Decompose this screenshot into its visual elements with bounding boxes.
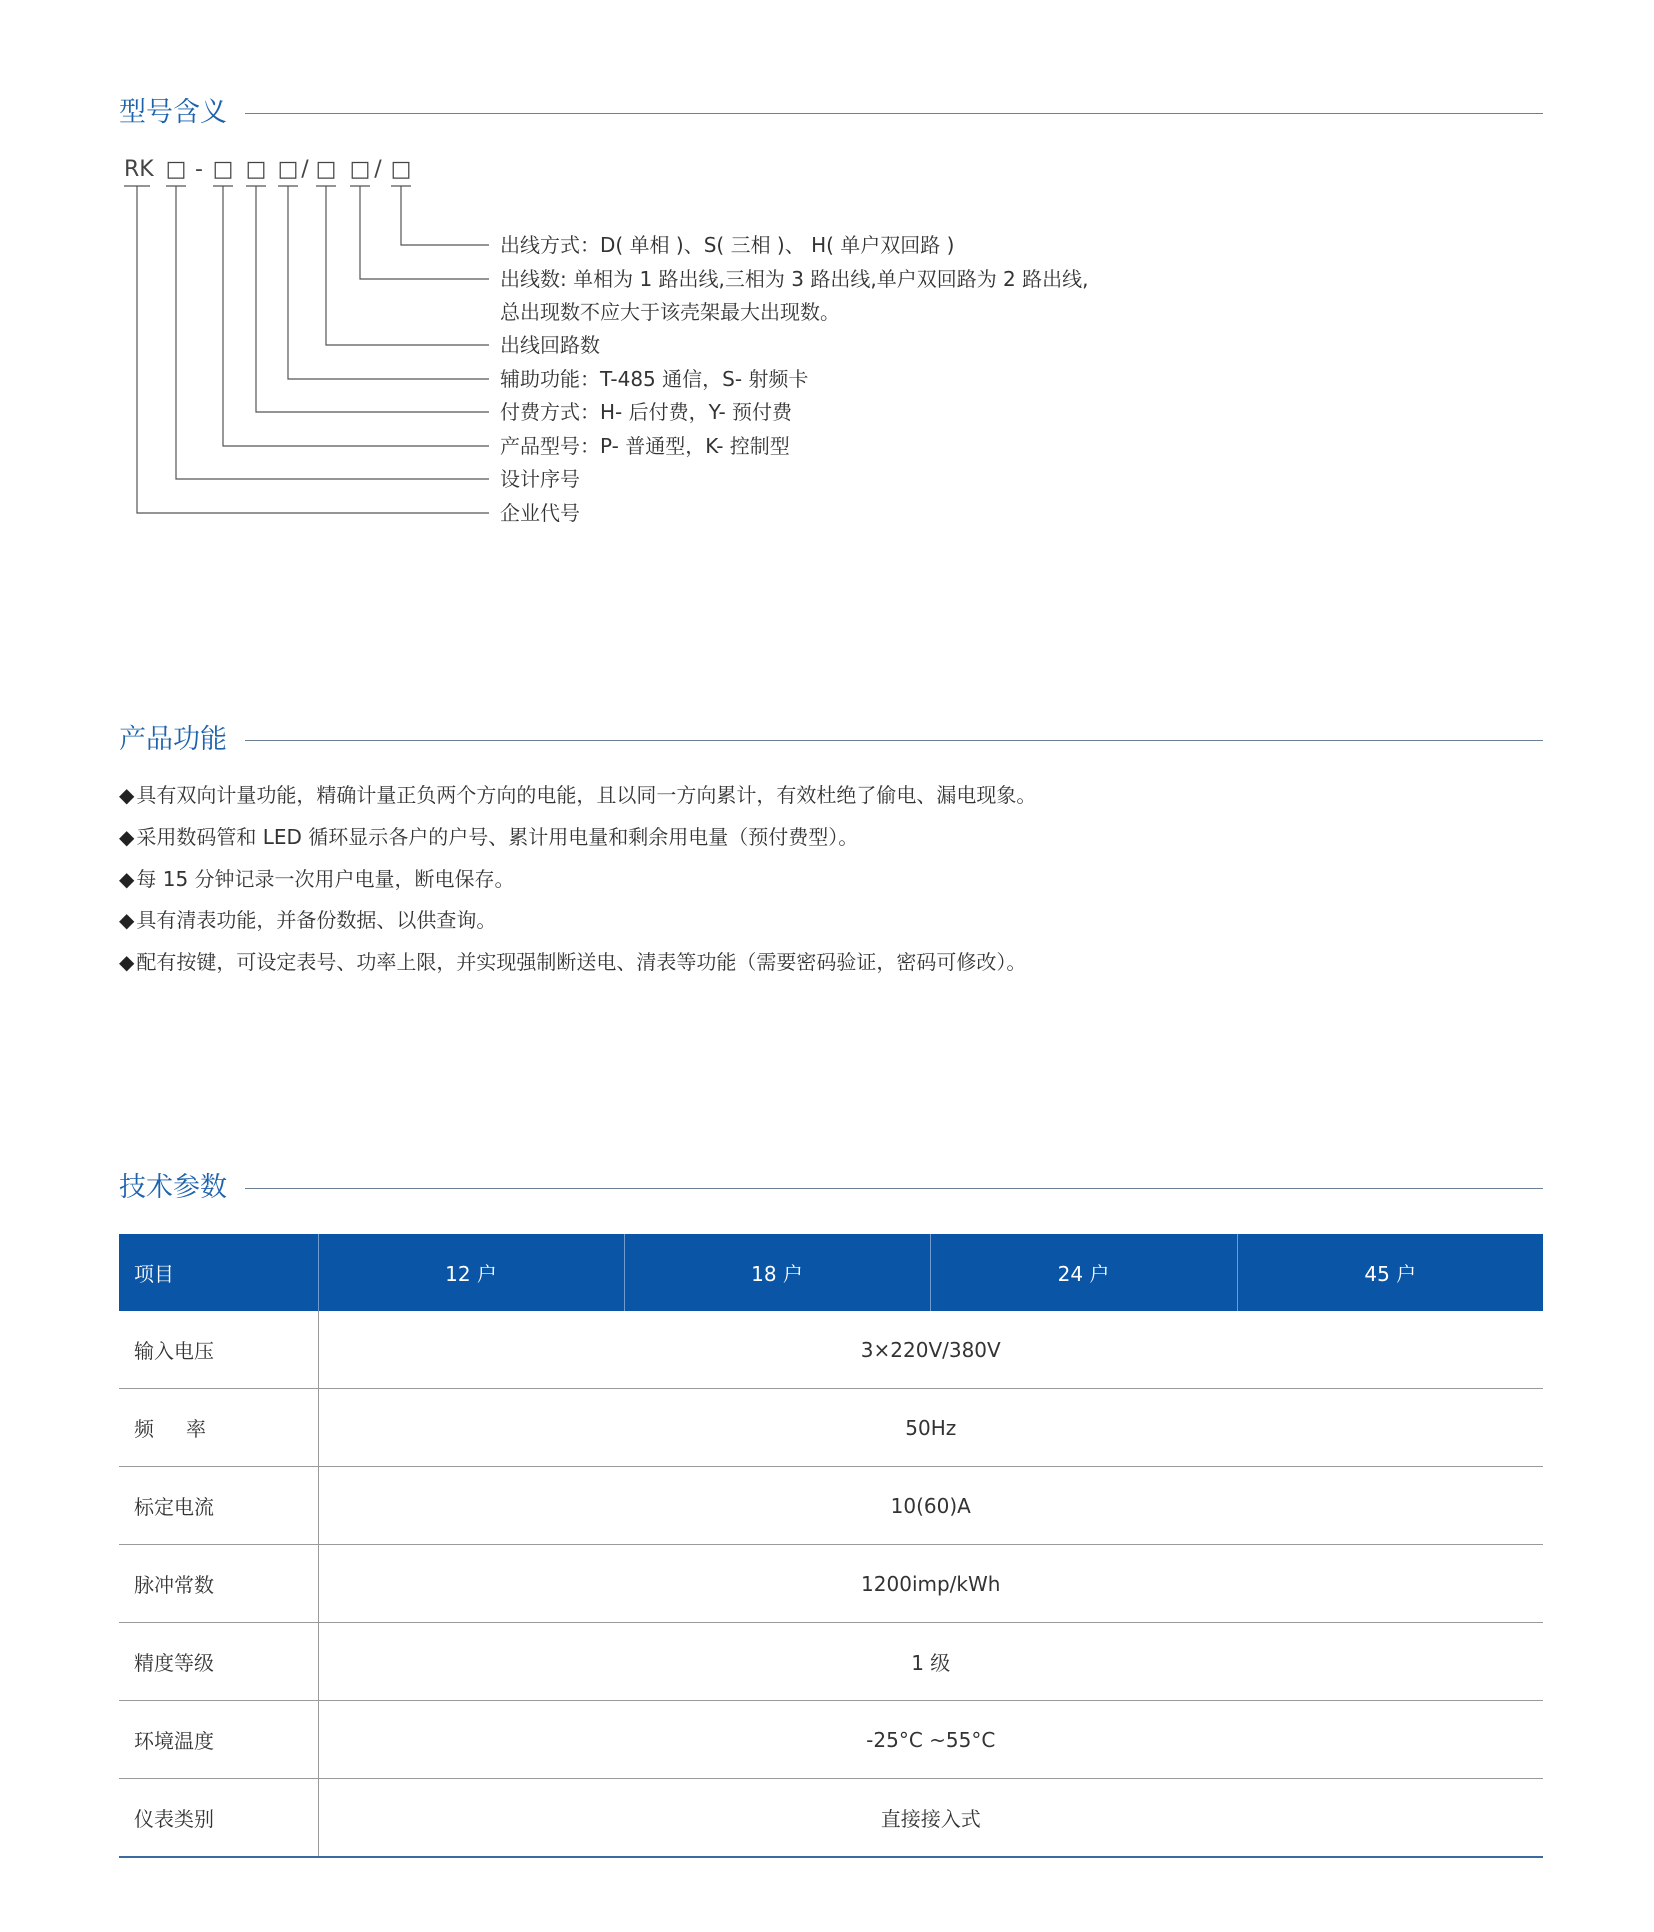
label-circuits: 出线回路数: [500, 333, 600, 357]
header-24-households: 24 户: [930, 1234, 1237, 1311]
diamond-bullet-icon: ◆: [119, 867, 135, 891]
label-enterprise-code: 企业代号: [500, 501, 580, 525]
function-text: 具有清表功能，并备份数据、以供查询。: [136, 908, 497, 932]
code-box-product-type: □: [212, 157, 234, 182]
header-18-households: 18 户: [624, 1234, 930, 1311]
row-value: 10(60)A: [318, 1467, 1543, 1545]
section-rule-model: [245, 113, 1543, 114]
table-row: [119, 1545, 1543, 1623]
code-box-design-no: □: [165, 157, 187, 182]
section-title-function: 产品功能: [119, 724, 227, 755]
function-item: [119, 782, 1036, 808]
label-payment: 付费方式：H- 后付费，Y- 预付费: [500, 400, 793, 424]
label-product-type: 产品型号：P- 普通型，K- 控制型: [500, 434, 790, 458]
connector-enterprise-code: [137, 186, 489, 513]
section-rule-function: [245, 740, 1543, 741]
specs-table: [119, 1234, 1543, 1858]
connector-aux-function: [288, 186, 489, 379]
code-box-aux-function: □: [277, 157, 299, 182]
header-45-households: 45 户: [1237, 1234, 1543, 1311]
table-row: [119, 1389, 1543, 1467]
header-item: 项目: [119, 1234, 318, 1311]
table-header-row: [119, 1234, 1543, 1311]
section-title-model: 型号含义: [119, 97, 227, 128]
table-row: [119, 1623, 1543, 1701]
function-item: [119, 949, 1026, 975]
table-row: [119, 1779, 1543, 1858]
label-outlets-note: 总出现数不应大于该壳架最大出现数。: [500, 300, 840, 324]
section-title-specs: 技术参数: [119, 1172, 227, 1203]
connector-payment: [256, 186, 489, 412]
row-label: 标定电流: [119, 1467, 318, 1545]
table-row: [119, 1467, 1543, 1545]
row-label: 脉冲常数: [119, 1545, 318, 1623]
diamond-bullet-icon: ◆: [119, 950, 135, 974]
code-box-payment: □: [245, 157, 267, 182]
label-outlet-mode: 出线方式：D( 单相 )、S( 三相 )、 H( 单户双回路 ): [500, 233, 955, 257]
row-label: 环境温度: [119, 1701, 318, 1779]
function-item: [119, 824, 858, 850]
function-item: [119, 907, 496, 933]
label-design-no: 设计序号: [500, 467, 580, 491]
row-label: 输入电压: [119, 1311, 318, 1389]
connector-product-type: [223, 186, 489, 446]
code-prefix-rk: RK: [124, 157, 154, 182]
row-value: 50Hz: [318, 1389, 1543, 1467]
function-text: 采用数码管和 LED 循环显示各户的户号、累计用电量和剩余用电量（预付费型）。: [136, 825, 859, 849]
code-box-outlet-mode: □: [390, 157, 412, 182]
function-text: 具有双向计量功能，精确计量正负两个方向的电能，且以同一方向累计，有效杜绝了偷电、漏电现象。: [136, 783, 1037, 807]
code-box-outlets: □: [349, 157, 371, 182]
table-row: [119, 1701, 1543, 1779]
row-label: 仪表类别: [119, 1779, 318, 1858]
header-12-households: 12 户: [318, 1234, 624, 1311]
code-dash: -: [195, 157, 203, 182]
row-value: -25°C ~55°C: [318, 1701, 1543, 1779]
connector-outlet-mode: [401, 186, 489, 245]
code-slash-2: /: [374, 157, 382, 182]
code-slash-1: /: [301, 157, 309, 182]
row-value: 1200imp/kWh: [318, 1545, 1543, 1623]
connector-outlets: [360, 186, 489, 279]
section-rule-specs: [245, 1188, 1543, 1189]
row-value: 3×220V/380V: [318, 1311, 1543, 1389]
diamond-bullet-icon: ◆: [119, 908, 135, 932]
function-text: 每 15 分钟记录一次用户电量，断电保存。: [136, 867, 515, 891]
diamond-bullet-icon: ◆: [119, 783, 135, 807]
function-item: [119, 866, 515, 892]
code-box-circuits: □: [315, 157, 337, 182]
label-outlets: 出线数: 单相为 1 路出线,三相为 3 路出线,单户双回路为 2 路出线,: [500, 267, 1089, 291]
connector-circuits: [326, 186, 489, 345]
row-label: 频 率: [119, 1389, 318, 1467]
row-label: 精度等级: [119, 1623, 318, 1701]
connector-design-no: [176, 186, 489, 479]
function-text: 配有按键，可设定表号、功率上限，并实现强制断送电、清表等功能（需要密码验证，密码可修改）。: [136, 950, 1027, 974]
row-value: 1 级: [318, 1623, 1543, 1701]
table-row: [119, 1311, 1543, 1389]
label-aux-function: 辅助功能：T-485 通信，S- 射频卡: [500, 367, 809, 391]
diamond-bullet-icon: ◆: [119, 825, 135, 849]
row-value: 直接接入式: [318, 1779, 1543, 1858]
